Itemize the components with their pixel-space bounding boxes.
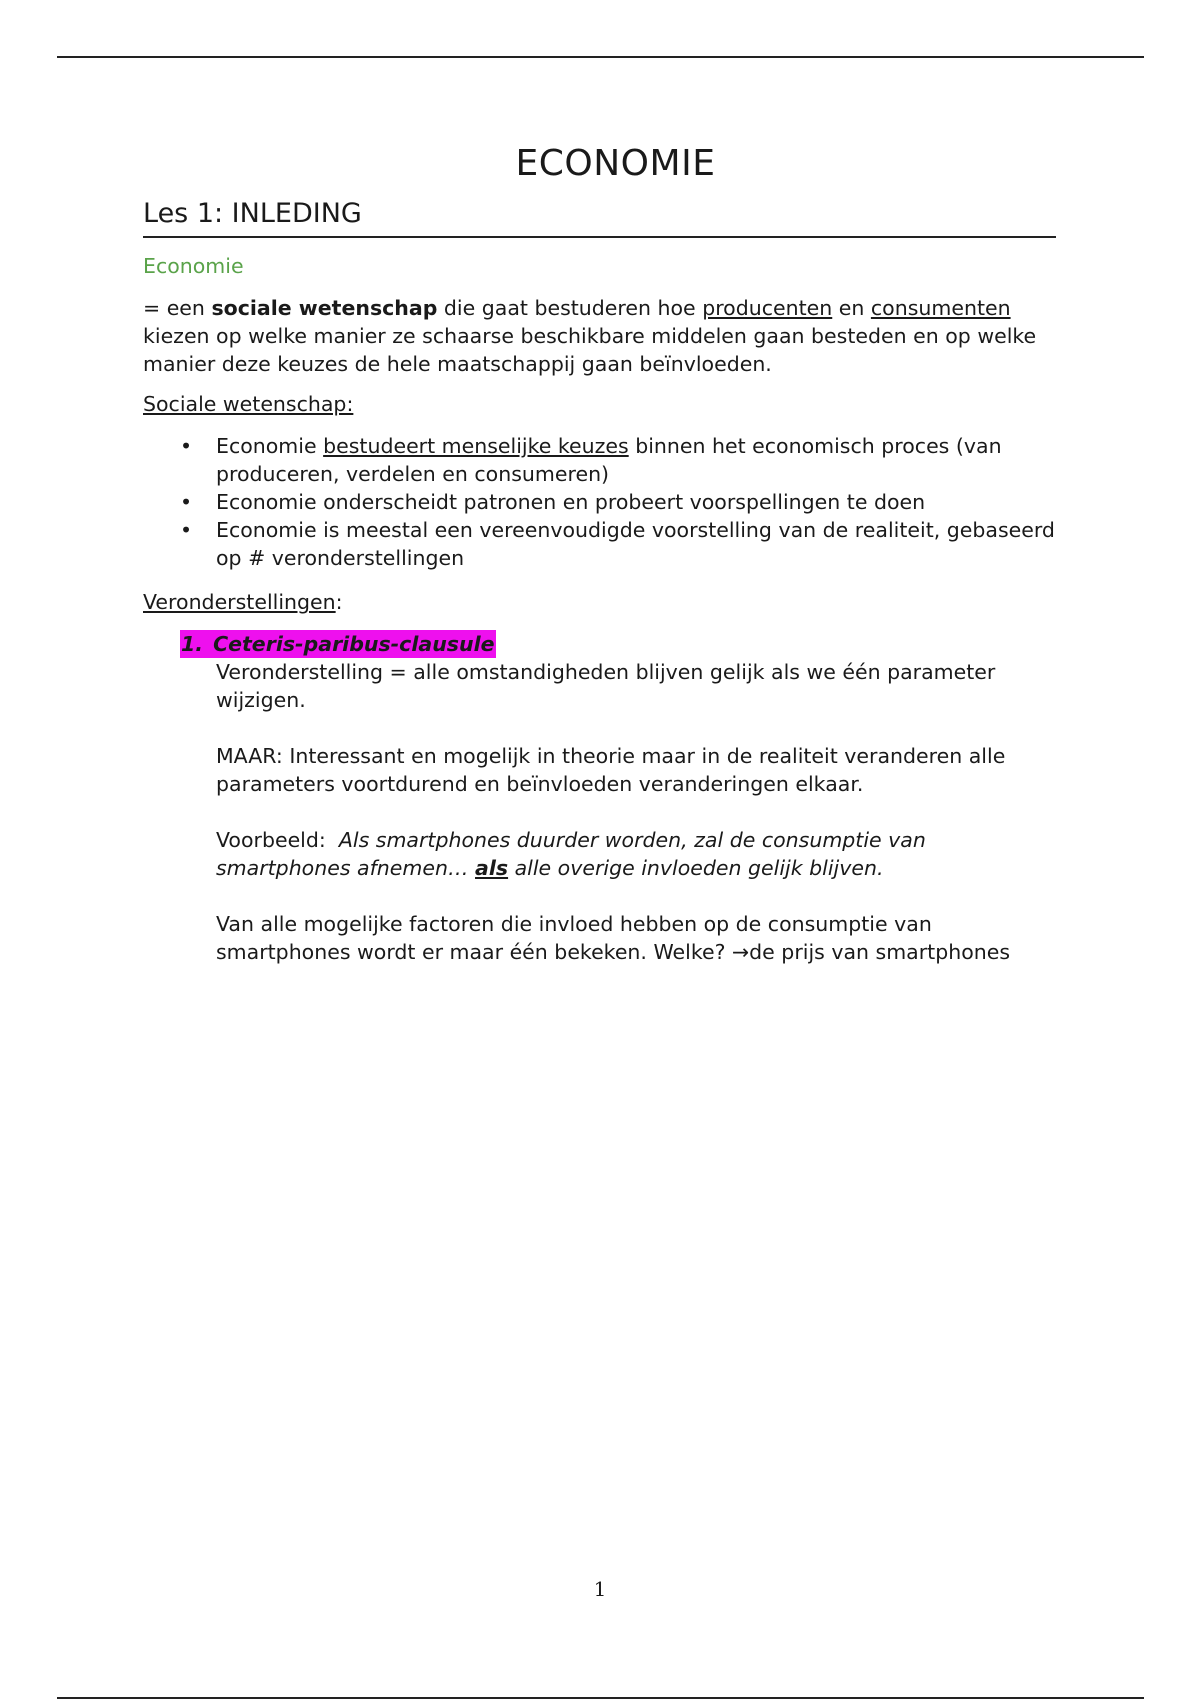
example-paragraph [143,826,1056,882]
section-heading: Les 1: INLEDING [143,196,1056,238]
definition-text: kiezen op welke manier ze schaarse beschikbare middelen gaan besteden en op welke manier deze keuzes de hele maatschappij gaan beïnvloeden. [143,324,1037,376]
item-title: Ceteris-paribus-clausule [213,632,495,656]
definition-text: en [832,296,871,320]
assumption-paragraph: MAAR: Interessant en mogelijk in theorie maar in de realiteit veranderen alle parameters voortdurend en beïnvloeden veranderingen elkaar. [216,744,1006,796]
paragraph-gap [143,798,1056,826]
definition-underlined-producers: producenten [702,296,833,320]
example-text: Als smartphones duurder worden, zal de consumptie van smartphones afnemen… [216,828,926,880]
assumptions-heading-suffix: : [335,590,343,614]
list-item-text: Economie onderscheidt patronen en probeert voorspellingen te doen [216,490,926,514]
assumption-paragraph: Van alle mogelijke factoren die invloed hebben op de consumptie van smartphones wordt er maar één bekeken. Welke? →de prijs van smartphones [216,912,1011,964]
document-title: ECONOMIE [515,143,716,184]
example-label: Voorbeeld: [216,828,339,852]
paragraph-gap [143,882,1056,910]
list-item [143,488,1056,516]
header-rule [57,56,1144,58]
definition-prefix: = een [143,296,212,320]
bullet-icon: • [180,434,193,458]
social-science-heading: Sociale wetenschap: [143,392,354,416]
list-item [143,516,1056,572]
definition-bold-term: sociale wetenschap [211,296,438,320]
list-item [143,432,1056,488]
definition-text: die gaat bestuderen hoe [437,296,703,320]
footer-rule [57,1697,1144,1699]
numbered-item [143,630,1056,658]
list-item-underlined: bestudeert menselijke keuzes [323,434,629,458]
term-heading: Economie [143,254,244,278]
page-number: 1 [593,1577,607,1601]
paragraph-gap [143,714,1056,742]
definition-underlined-consumers: consumenten [870,296,1011,320]
definition-paragraph [143,294,1056,378]
example-emphasis: als [475,856,509,880]
item-number: 1. [181,632,204,656]
list-item-text: Economie is meestal een vereenvoudigde voorstelling van de realiteit, gebaseerd op # veronderstellingen [216,518,1055,570]
list-item-text: Economie [216,434,324,458]
assumptions-heading-text: Veronderstellingen [143,590,336,614]
bullet-icon: • [180,490,193,514]
assumptions-heading [143,588,1056,616]
social-science-list [143,432,1056,572]
list-item-text: binnen het economisch proces (van produceren, verdelen en consumeren) [216,434,1002,486]
bullet-icon: • [180,518,193,542]
page-content [143,140,1056,966]
example-text: alle overige invloeden gelijk blijven. [508,856,884,880]
assumption-paragraph: Veronderstelling = alle omstandigheden blijven gelijk als we één parameter wijzigen. [216,660,996,712]
highlighted-item-title [180,630,496,658]
